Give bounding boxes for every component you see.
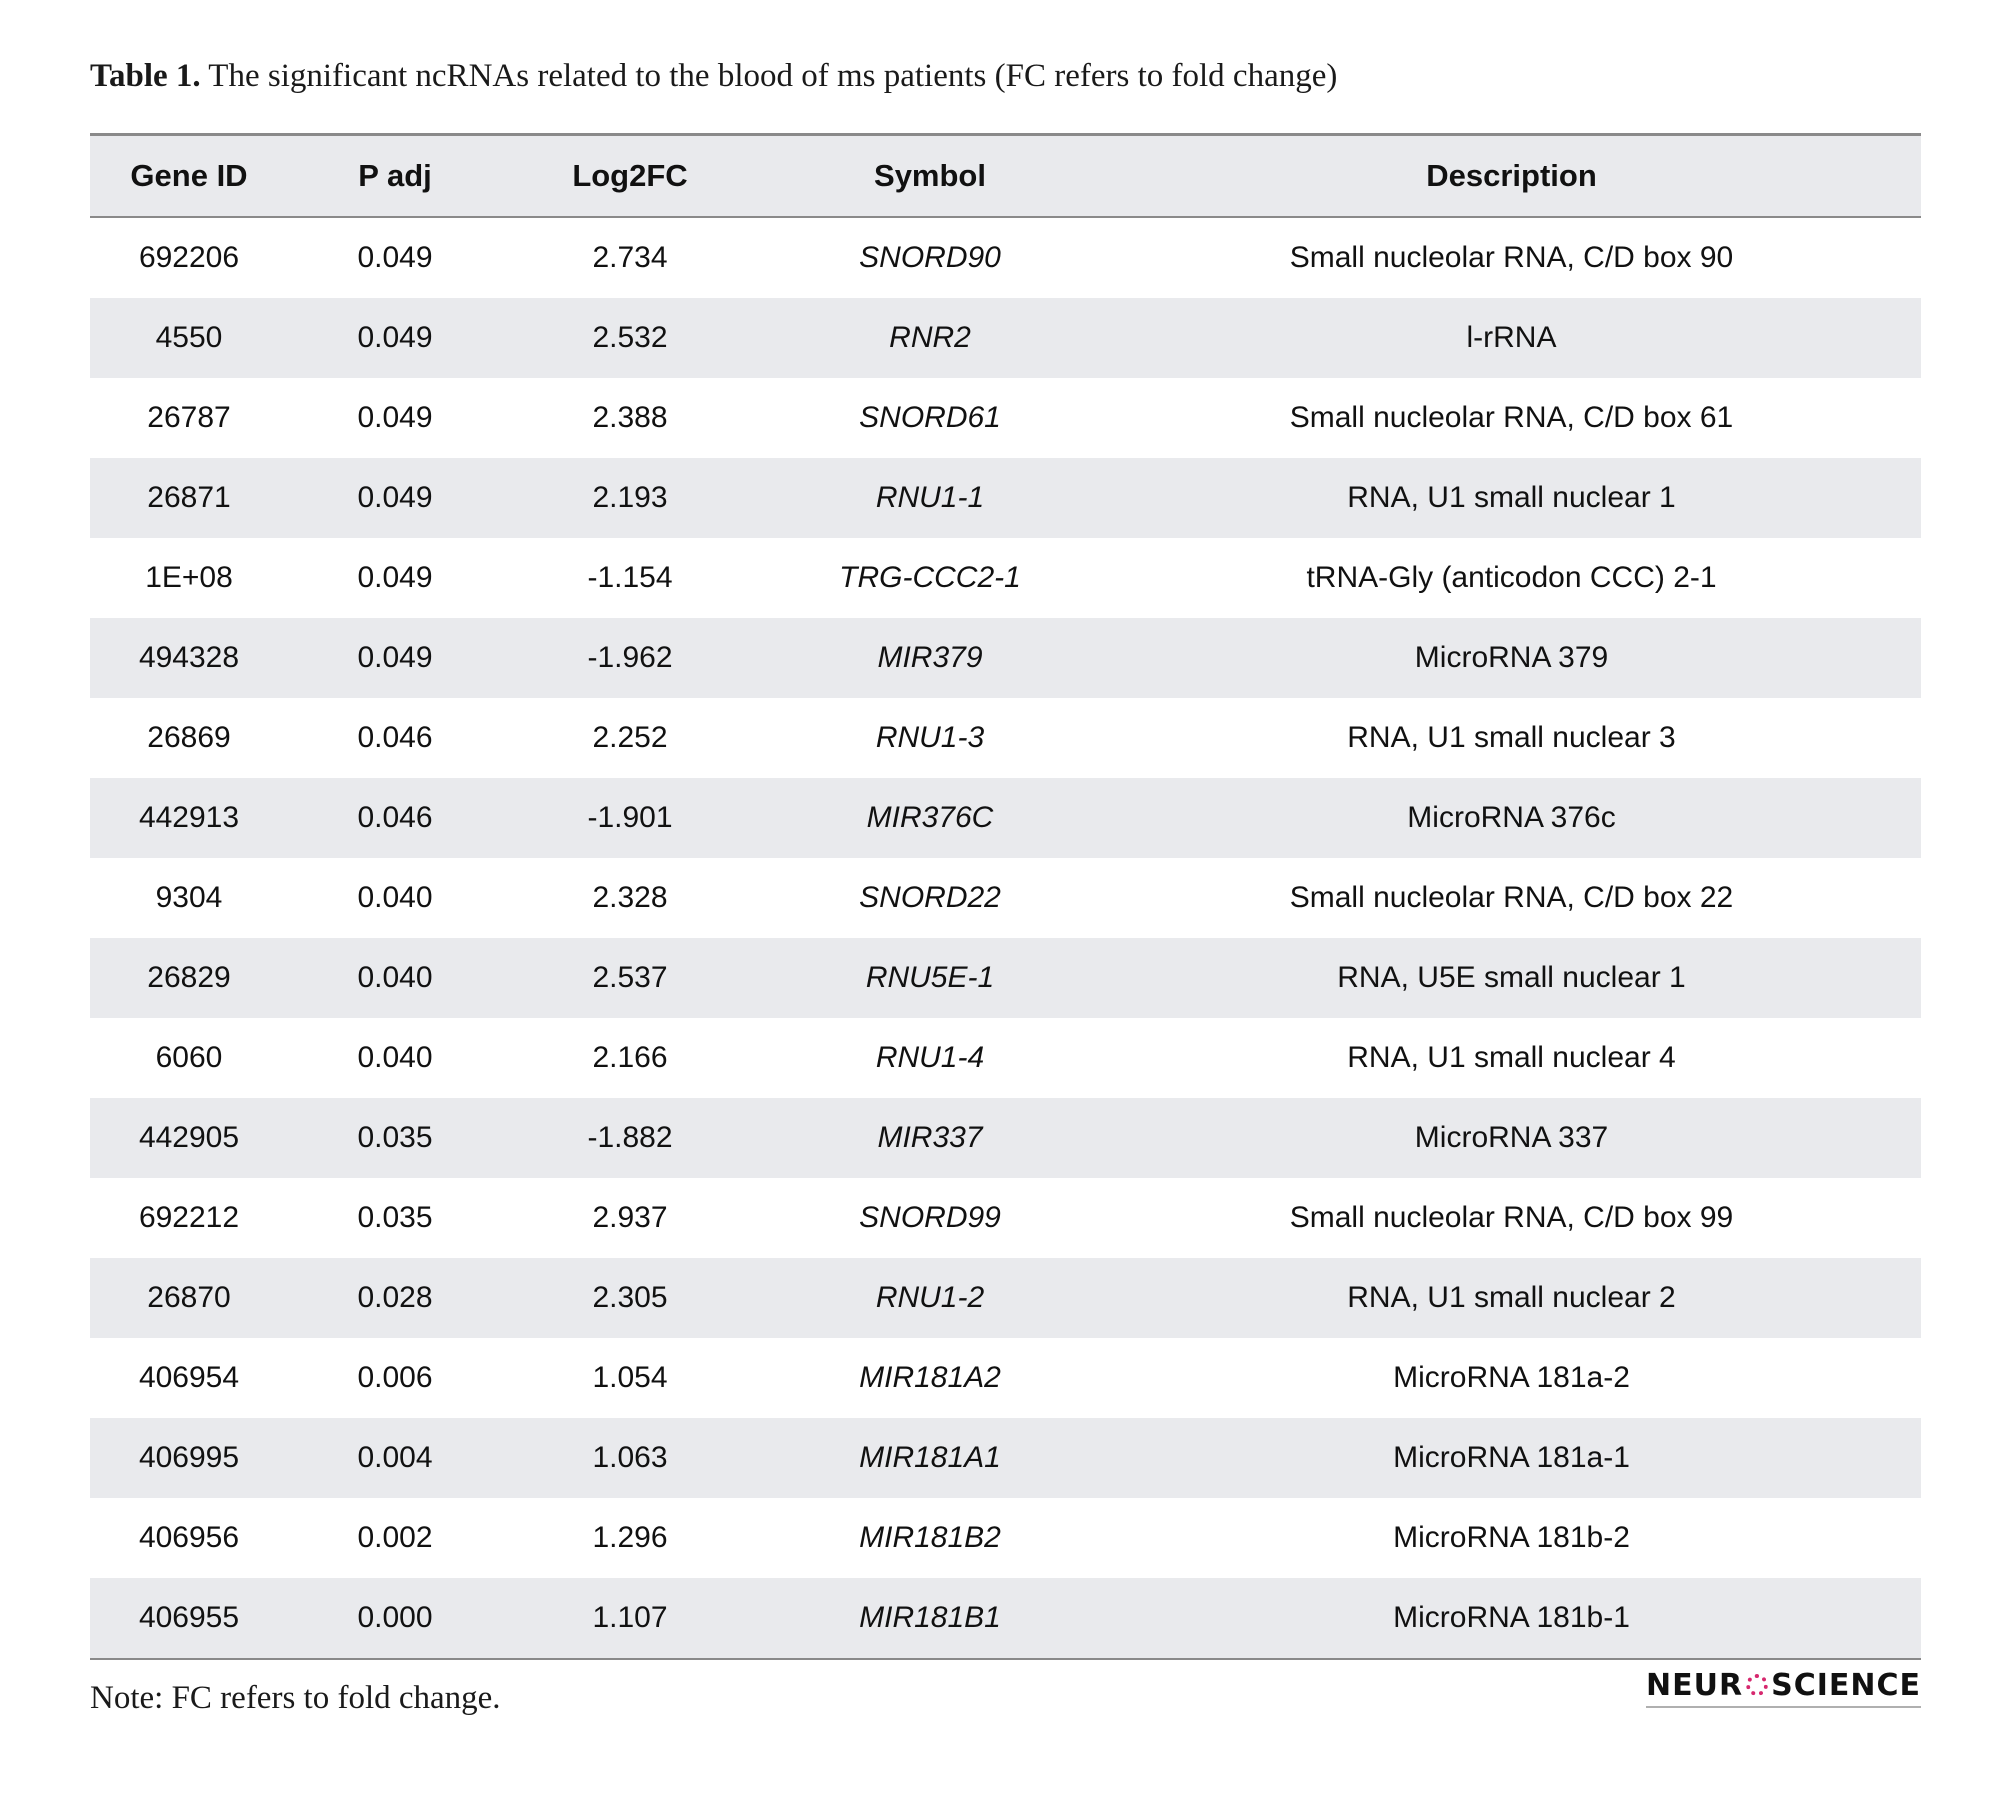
table-body [90, 217, 1921, 1659]
gene-id-cell: 9304 [155, 881, 223, 914]
table-row [90, 938, 1921, 1018]
table-row [90, 217, 1921, 298]
description-cell: Small nucleolar RNA, C/D box 61 [1289, 401, 1734, 434]
description-cell: MicroRNA 181b-1 [1102, 1578, 1921, 1659]
gene-id-cell: 26871 [147, 481, 231, 514]
symbol-cell: MIR181B1 [758, 1578, 1102, 1659]
table-header-row [90, 135, 1921, 218]
table-row [90, 778, 1921, 858]
log2fc-cell: -1.154 [587, 561, 673, 594]
log2fc-cell: -1.882 [587, 1121, 673, 1154]
symbol-cell: RNU1-3 [875, 721, 985, 754]
symbol-cell: SNORD90 [859, 241, 1001, 274]
table-row [90, 1418, 1921, 1498]
neuroscience-logo [1646, 1668, 1921, 1708]
symbol-cell: MIR337 [877, 1121, 983, 1154]
log2fc-cell: 1.063 [592, 1441, 668, 1474]
symbol-cell: RNR2 [889, 321, 971, 354]
p-adj-cell: 0.040 [357, 1041, 433, 1074]
p-adj-cell: 0.040 [357, 961, 433, 994]
log2fc-cell: -1.901 [587, 801, 673, 834]
p-adj-cell: 0.049 [357, 561, 433, 594]
header-symbol: Symbol [758, 135, 1102, 218]
log2fc-cell: 2.532 [592, 321, 668, 354]
log2fc-cell: 2.734 [592, 241, 668, 274]
table-row [90, 538, 1921, 618]
header-gene-id: Gene ID [90, 135, 288, 218]
symbol-cell: MIR379 [877, 641, 983, 674]
description-cell: RNA, U1 small nuclear 3 [1347, 721, 1676, 754]
gene-id-cell: 26869 [147, 721, 231, 754]
symbol-cell: SNORD99 [859, 1201, 1001, 1234]
description-cell: tRNA-Gly (anticodon CCC) 2-1 [1306, 561, 1717, 594]
logo-o-icon [1746, 1674, 1768, 1696]
description-cell: Small nucleolar RNA, C/D box 99 [1289, 1201, 1734, 1234]
table-row [90, 1018, 1921, 1098]
symbol-cell: MIR181B2 [859, 1521, 1001, 1554]
gene-id-cell: 26787 [147, 401, 231, 434]
log2fc-cell: 2.937 [592, 1201, 668, 1234]
gene-id-cell: 1E+08 [145, 561, 233, 594]
gene-id-cell: 406954 [138, 1361, 240, 1394]
gene-id-cell: 442905 [138, 1121, 240, 1154]
header-p-adj: P adj [288, 135, 502, 218]
description-cell: RNA, U5E small nuclear 1 [1337, 961, 1686, 994]
p-adj-cell: 0.049 [357, 241, 433, 274]
p-adj-cell: 0.049 [357, 321, 433, 354]
table-row [90, 1258, 1921, 1338]
gene-id-cell: 406956 [138, 1521, 240, 1554]
p-adj-cell: 0.002 [357, 1521, 433, 1554]
p-adj-cell: 0.000 [288, 1578, 502, 1659]
ncrna-table [90, 133, 1921, 1660]
symbol-cell: RNU1-1 [875, 481, 985, 514]
description-cell: l-rRNA [1466, 321, 1557, 354]
table-caption [90, 58, 1337, 95]
log2fc-cell: 1.107 [502, 1578, 758, 1659]
logo-prefix: NEUR [1646, 1668, 1744, 1703]
p-adj-cell: 0.046 [357, 721, 433, 754]
table-row [90, 378, 1921, 458]
description-cell: MicroRNA 181a-2 [1393, 1361, 1630, 1394]
symbol-cell: MIR181A1 [859, 1441, 1001, 1474]
description-cell: MicroRNA 181a-1 [1393, 1441, 1630, 1474]
description-cell: RNA, U1 small nuclear 4 [1347, 1041, 1676, 1074]
p-adj-cell: 0.006 [357, 1361, 433, 1394]
header-log2fc: Log2FC [502, 135, 758, 218]
gene-id-cell: 4550 [155, 321, 223, 354]
table-row [90, 1498, 1921, 1578]
gene-id-cell: 26829 [147, 961, 231, 994]
symbol-cell: RNU1-4 [875, 1041, 985, 1074]
caption-label: Table 1. [90, 58, 201, 94]
data-table-container [90, 133, 1921, 1660]
symbol-cell: SNORD22 [859, 881, 1001, 914]
logo-suffix: SCIENCE [1771, 1668, 1921, 1703]
description-cell: MicroRNA 181b-2 [1393, 1521, 1630, 1554]
log2fc-cell: 2.328 [592, 881, 668, 914]
p-adj-cell: 0.035 [357, 1121, 433, 1154]
table-row [90, 1578, 1921, 1659]
p-adj-cell: 0.028 [357, 1281, 433, 1314]
p-adj-cell: 0.049 [357, 481, 433, 514]
symbol-cell: MIR376C [866, 801, 994, 834]
gene-id-cell: 692212 [138, 1201, 240, 1234]
description-cell: MicroRNA 376c [1407, 801, 1616, 834]
p-adj-cell: 0.046 [357, 801, 433, 834]
log2fc-cell: 2.537 [592, 961, 668, 994]
symbol-cell: RNU5E-1 [865, 961, 995, 994]
table-row [90, 618, 1921, 698]
log2fc-cell: 2.166 [592, 1041, 668, 1074]
table-row [90, 458, 1921, 538]
p-adj-cell: 0.049 [357, 641, 433, 674]
p-adj-cell: 0.004 [357, 1441, 433, 1474]
symbol-cell: MIR181A2 [859, 1361, 1001, 1394]
table-row [90, 298, 1921, 378]
description-cell: Small nucleolar RNA, C/D box 90 [1289, 241, 1734, 274]
gene-id-cell: 6060 [155, 1041, 223, 1074]
log2fc-cell: 2.305 [592, 1281, 668, 1314]
description-cell: RNA, U1 small nuclear 1 [1347, 481, 1676, 514]
log2fc-cell: -1.962 [587, 641, 673, 674]
gene-id-cell: 692206 [138, 241, 240, 274]
description-cell: Small nucleolar RNA, C/D box 22 [1289, 881, 1734, 914]
gene-id-cell: 406955 [90, 1578, 288, 1659]
gene-id-cell: 406995 [138, 1441, 240, 1474]
log2fc-cell: 1.054 [592, 1361, 668, 1394]
symbol-cell: RNU1-2 [875, 1281, 985, 1314]
description-cell: RNA, U1 small nuclear 2 [1347, 1281, 1676, 1314]
p-adj-cell: 0.049 [357, 401, 433, 434]
description-cell: MicroRNA 337 [1414, 1121, 1609, 1154]
gene-id-cell: 442913 [138, 801, 240, 834]
description-cell: MicroRNA 379 [1414, 641, 1609, 674]
table-row [90, 858, 1921, 938]
table-note: Note: FC refers to fold change. [90, 1680, 501, 1716]
symbol-cell: SNORD61 [859, 401, 1001, 434]
gene-id-cell: 494328 [138, 641, 240, 674]
table-row [90, 1338, 1921, 1418]
table-row [90, 698, 1921, 778]
caption-text: The significant ncRNAs related to the blood of ms patients (FC refers to fold change) [200, 58, 1338, 94]
log2fc-cell: 1.296 [592, 1521, 668, 1554]
table-row [90, 1178, 1921, 1258]
p-adj-cell: 0.040 [357, 881, 433, 914]
log2fc-cell: 2.252 [592, 721, 668, 754]
log2fc-cell: 2.388 [592, 401, 668, 434]
symbol-cell: TRG-CCC2-1 [839, 561, 1021, 594]
log2fc-cell: 2.193 [592, 481, 668, 514]
p-adj-cell: 0.035 [357, 1201, 433, 1234]
table-row [90, 1098, 1921, 1178]
gene-id-cell: 26870 [147, 1281, 231, 1314]
header-description: Description [1102, 135, 1921, 218]
